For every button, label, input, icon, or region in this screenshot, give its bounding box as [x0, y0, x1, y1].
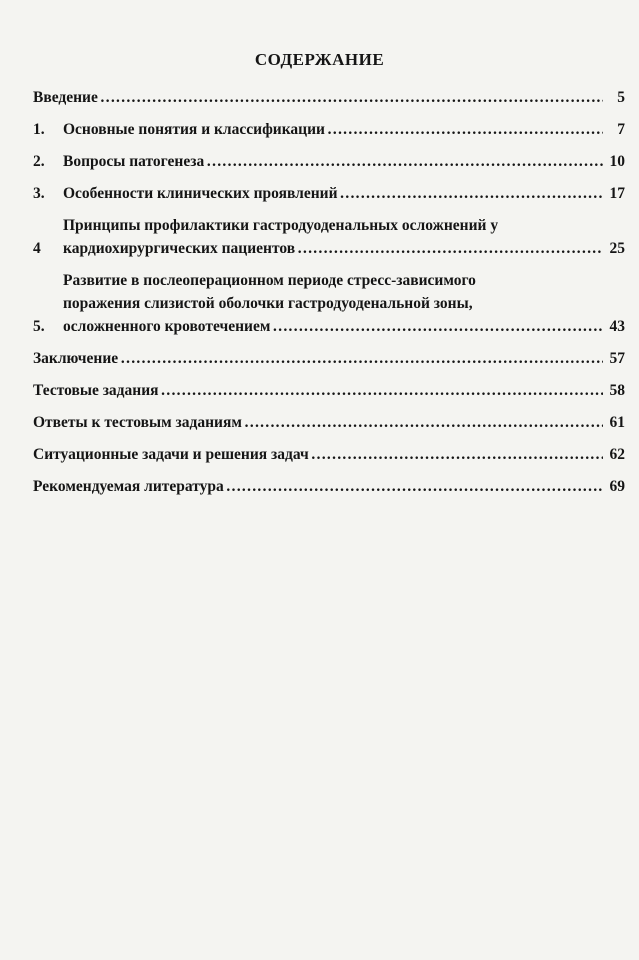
- toc-entry-title: Рекомендуемая литература: [33, 478, 224, 495]
- dot-leader: [311, 443, 603, 466]
- toc-entry: [33, 269, 625, 338]
- toc-entry-title: Тестовые задания: [33, 382, 159, 399]
- toc-entry-number: 1.: [33, 121, 45, 138]
- dot-leader: [161, 379, 603, 402]
- toc-entry: [33, 379, 625, 402]
- page-title: СОДЕРЖАНИЕ: [254, 50, 385, 69]
- toc-entry-title: Вопросы патогенеза: [63, 153, 205, 170]
- toc-entry-title: Основные понятия и классификации: [63, 121, 325, 138]
- toc-entry-title: Ответы к тестовым заданиям: [33, 414, 242, 431]
- dot-leader: [244, 411, 603, 434]
- toc-entry-title: Развитие в послеоперационном периоде стресс-зависимого: [63, 272, 476, 289]
- toc-entry-title: Ситуационные задачи и решения задач: [33, 446, 309, 463]
- toc-entry-title: Заключение: [33, 350, 119, 367]
- toc-entry-page: 43: [609, 318, 625, 335]
- table-of-contents: [33, 86, 625, 507]
- dot-leader: [120, 347, 603, 370]
- toc-entry: [33, 214, 625, 260]
- dot-leader: [206, 150, 603, 173]
- toc-entry: [33, 86, 625, 109]
- toc-entry-page: 58: [609, 382, 625, 399]
- toc-entry-title: кардиохирургических пациентов: [63, 240, 296, 257]
- dot-leader: [340, 182, 603, 205]
- toc-entry-number: 5.: [33, 318, 45, 335]
- toc-entry-number: 4: [33, 240, 41, 257]
- toc-entry-page: 57: [609, 350, 625, 367]
- toc-entry-page: 10: [609, 153, 625, 170]
- toc-entry-number: 3.: [33, 185, 45, 202]
- toc-entry-page: 7: [617, 121, 625, 138]
- toc-entry-title: поражения слизистой оболочки гастродуоденальной зоны,: [63, 295, 473, 312]
- toc-entry-title: Особенности клинических проявлений: [63, 185, 338, 202]
- dot-leader: [297, 237, 603, 260]
- toc-entry-page: 25: [609, 240, 625, 257]
- dot-leader: [100, 86, 603, 109]
- toc-entry: [33, 347, 625, 370]
- toc-entry-page: 69: [609, 478, 625, 495]
- dot-leader: [272, 315, 603, 338]
- toc-entry: [33, 182, 625, 205]
- dot-leader: [226, 475, 603, 498]
- toc-entry-page: 5: [617, 89, 625, 106]
- toc-entry-page: 62: [609, 446, 625, 463]
- toc-entry-title: осложненного кровотечением: [63, 318, 271, 335]
- toc-entry-title: Введение: [33, 89, 98, 106]
- toc-entry: [33, 118, 625, 141]
- toc-entry: [33, 443, 625, 466]
- toc-entry-title: Принципы профилактики гастродуоденальных осложнений у: [63, 217, 499, 234]
- toc-entry: [33, 411, 625, 434]
- toc-entry-page: 61: [609, 414, 625, 431]
- toc-entry: [33, 150, 625, 173]
- dot-leader: [327, 118, 603, 141]
- toc-entry-number: 2.: [33, 153, 45, 170]
- toc-entry: [33, 475, 625, 498]
- toc-entry-page: 17: [609, 185, 625, 202]
